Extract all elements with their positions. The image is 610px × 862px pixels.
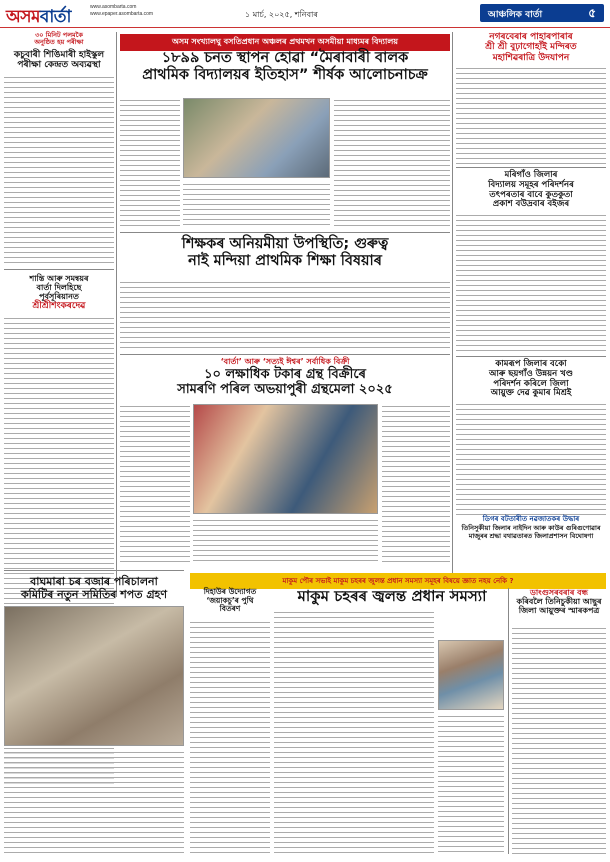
bottom-left-body xyxy=(4,750,184,854)
makum-banner: মাকুম পৌৰ সভাই মাকুম চহৰৰ জুলন্ত প্ৰধান সমস্যা সমূহৰ বিষয়ে জ্ঞাত নহয় নেকি ? xyxy=(190,573,606,589)
main-article-body-3 xyxy=(334,98,450,228)
makum-photo xyxy=(438,640,504,710)
epaper-link[interactable]: www.epaper.asombarta.com xyxy=(90,11,154,17)
right-article2-headline: মৰিগাঁও জিলাৰ বিদ্যালয় সমূহৰ পৰিদৰ্শনৰ তৎপৰতাৰ বাবে কুতকুতা প্ৰকাশ বউদ্ৰবাৰ বইজৰ xyxy=(488,170,574,210)
right-article1-headline: নগৰবেৰাৰ পাহাৰপাৰাৰ শ্ৰী শ্ৰী বুঢ়াগোহাঁই মন্দিৰত মহাশিৱৰাত্ৰি উদযাপন xyxy=(485,32,577,63)
right-column xyxy=(456,32,606,572)
page-number: ৫ xyxy=(588,6,596,20)
divider xyxy=(120,232,450,233)
divider xyxy=(4,269,114,270)
issue-date: ১ মাৰ্চ, ২০২৫, শনিবাৰ xyxy=(245,10,318,19)
second-article-body xyxy=(120,280,450,350)
left-article-body xyxy=(4,75,114,265)
website-links xyxy=(90,4,153,18)
makum-body xyxy=(274,610,434,854)
book-fair-headline: ১০ লক্ষাধিক টকাৰ গ্ৰন্থ বিক্ৰীৰে সামৰণি পৰিল অভয়াপুৰী গ্ৰন্থমেলা ২০২৫ xyxy=(177,367,393,397)
bottom-right-headline: ডাংগুসৰবৰাৰ বন্ধ কৰিবলৈ তিনিচুকীয়া আছুৰ জিলা আয়ুক্তৰ স্মাৰকপত্ৰ xyxy=(516,588,602,616)
website-link[interactable]: www.asombarta.com xyxy=(90,4,137,10)
main-article-body-2 xyxy=(183,182,330,228)
top-banner: অসম সংখ্যালঘু বসতিপ্ৰধান অঞ্চলৰ প্ৰথমখন অসমীয়া মাধ্যমৰ বিদ্যালয় xyxy=(120,34,450,51)
bottom-right-body xyxy=(512,626,606,854)
bottom-mid-headline: দিহাউৰ উদ্যোগত ‘জয়াকচু’ৰ পুথি বিতৰণ xyxy=(203,587,257,614)
right-article3-headline: কামৰূপ জিলাৰ বকো আৰু ছয়গাঁও উন্নয়ন খণ্ড পৰিদৰ্শন কৰিলে জিলা আয়ুক্ত দেৱ কুমাৰ মিশ্ৰই xyxy=(489,359,573,399)
book-fair-body xyxy=(120,404,190,564)
main-article-body xyxy=(120,98,180,228)
newspaper-logo: অসমবাৰ্তা xyxy=(6,7,71,27)
section-label: আঞ্চলিক বাৰ্তা ৫ xyxy=(480,4,604,22)
right-article2-body xyxy=(456,213,606,353)
column-divider xyxy=(452,32,453,597)
right-article1-body xyxy=(456,66,606,164)
left-article-headline: কচুবাৰী শিঙিমাৰী হাইস্কুল পৰীক্ষা কেন্দ্ৰত অব্যৱস্থা xyxy=(13,49,105,71)
book-fair-body-2 xyxy=(193,518,378,564)
col3-article-b-headline: তিনিসুকীয়া জিলাৰ নাইদিন আৰু কাউৰ গুৰিগুণোৱাৰ মাজুৰৰ শ্ৰদ্ধা বথাৱতাৰত জিলাপ্ৰশাসন বিঘোষণা xyxy=(461,524,601,540)
divider xyxy=(120,354,450,355)
book-fair-tag: ‘বাৰ্তা’ আৰু ‘সত্যই ঈশ্বৰ’ সৰ্বাধিক বিক্ৰী xyxy=(220,357,350,366)
left-article2-headline: শান্তি আৰু সমন্বয়ৰ বাৰ্তা দিলহিছে পূৰ্বসূৰিয়ানত শ্ৰীশ্ৰীশংকৰদেৱ xyxy=(29,273,89,312)
makum-body-2 xyxy=(438,714,504,854)
bottom-left-photo xyxy=(4,606,184,746)
book-fair-body-3 xyxy=(382,404,450,564)
main-headline: ১৮৯৯ চনত স্থাপন হোৱা “মৈৰাবাৰী বালক প্ৰাথমিক বিদ্যালয়ৰ ইতিহাস” শীৰ্ষক আলোচনাচক্ৰ xyxy=(142,50,428,83)
col3-article-a-headline: ডিগৰ বটতাৰীত নৱজাতকৰ উদ্ধাৰ xyxy=(482,515,580,523)
masthead xyxy=(0,0,610,28)
left-article-kicker: ৩০ মিনিট পলমকৈ অনুষ্ঠিত হয় পৰীক্ষা xyxy=(34,31,84,47)
makum-headline: মাকুম চহৰৰ জ্বলন্ত প্ৰধান সমস্যা xyxy=(297,587,487,605)
book-fair-photo xyxy=(193,404,378,514)
column-divider xyxy=(116,32,117,597)
col3-box xyxy=(456,515,606,571)
second-headline: শিক্ষকৰ অনিয়মীয়া উপস্থিতি; গুৰুত্ব নাই মন্দিয়া প্ৰাথমিক শিক্ষা বিষয়াৰ xyxy=(181,236,389,269)
bottom-left-headline: বাঘমাৰা চৰ বজাৰ পৰিচালনা কমিটিৰ নতুন সমিতিৰ শপত গ্ৰহণ xyxy=(20,575,167,601)
bottom-mid-body xyxy=(190,620,270,854)
main-article-photo xyxy=(183,98,330,178)
